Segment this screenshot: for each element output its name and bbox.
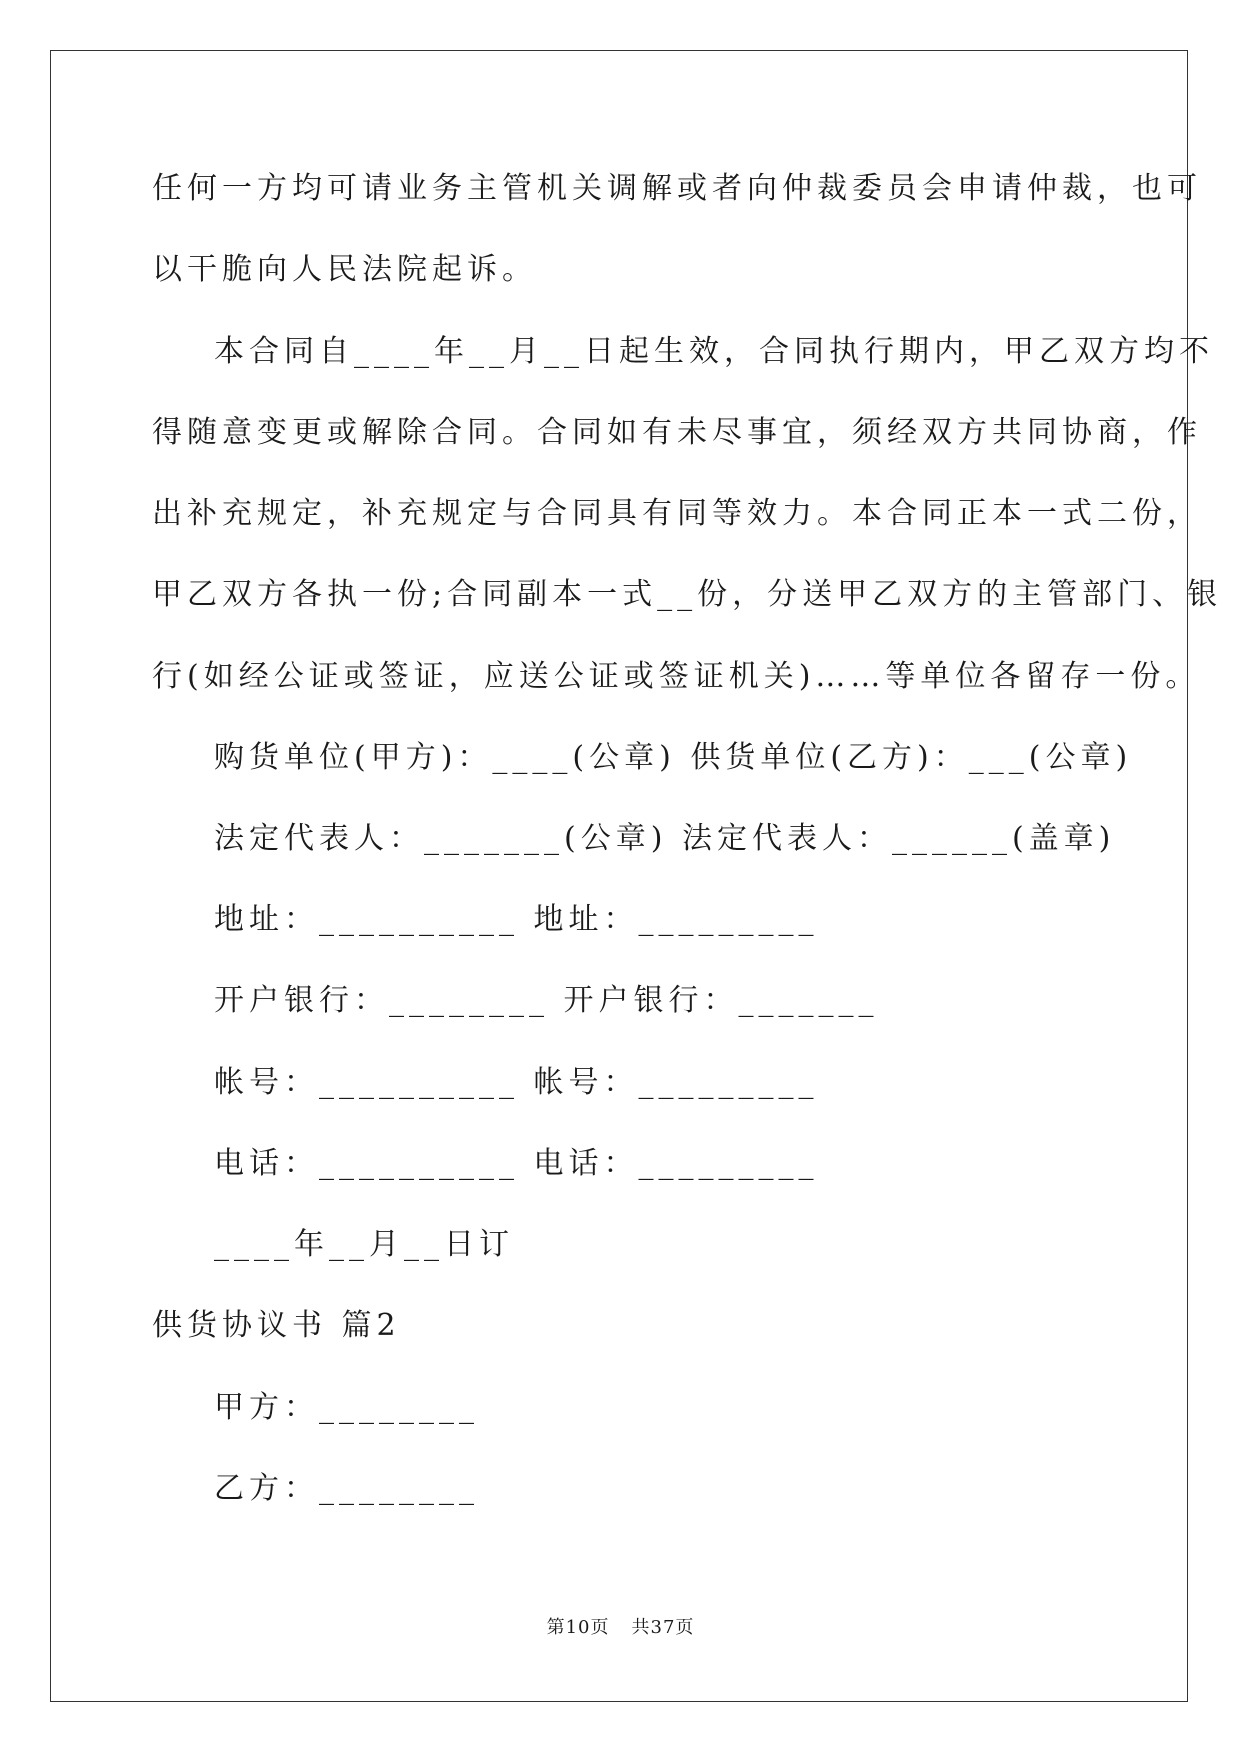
signing-date-line: ____年__月__日订 <box>214 1227 514 1262</box>
paragraph-line: 出补充规定，补充规定与合同具有同等效力。本合同正本一式二份， <box>152 496 1202 531</box>
page-number: 第10页 <box>546 1617 610 1638</box>
account-line: 帐号：__________ 帐号：_________ <box>214 1065 819 1100</box>
paragraph-line: 本合同自____年__月__日起生效，合同执行期内，甲乙双方均不 <box>214 334 1214 369</box>
purchaser-supplier-line: 购货单位(甲方)：____(公章) 供货单位(乙方)：___(公章) <box>214 740 1133 775</box>
page-total: 共37页 <box>631 1617 695 1638</box>
section-title: 供货协议书 篇2 <box>152 1308 401 1343</box>
address-line: 地址：__________ 地址：_________ <box>214 902 819 937</box>
paragraph-line: 行(如经公证或签证，应送公证或签证机关)……等单位各留存一份。 <box>152 659 1201 694</box>
paragraph-line: 甲乙双方各执一份;合同副本一式__份，分送甲乙双方的主管部门、银 <box>152 577 1223 612</box>
bank-line: 开户银行：________ 开户银行：_______ <box>214 983 879 1018</box>
page-border <box>50 50 1188 1702</box>
party-a-line: 甲方：________ <box>214 1390 479 1425</box>
phone-line: 电话：__________ 电话：_________ <box>214 1146 819 1181</box>
page-footer <box>0 1613 1241 1639</box>
paragraph-line: 得随意变更或解除合同。合同如有未尽事宜，须经双方共同协商，作 <box>152 415 1202 450</box>
party-b-line: 乙方：________ <box>214 1471 479 1506</box>
paragraph-line: 任何一方均可请业务主管机关调解或者向仲裁委员会申请仲裁，也可 <box>152 171 1202 206</box>
paragraph-line: 以干脆向人民法院起诉。 <box>152 252 537 287</box>
representative-line: 法定代表人：_______(公章) 法定代表人：______(盖章) <box>214 821 1116 856</box>
